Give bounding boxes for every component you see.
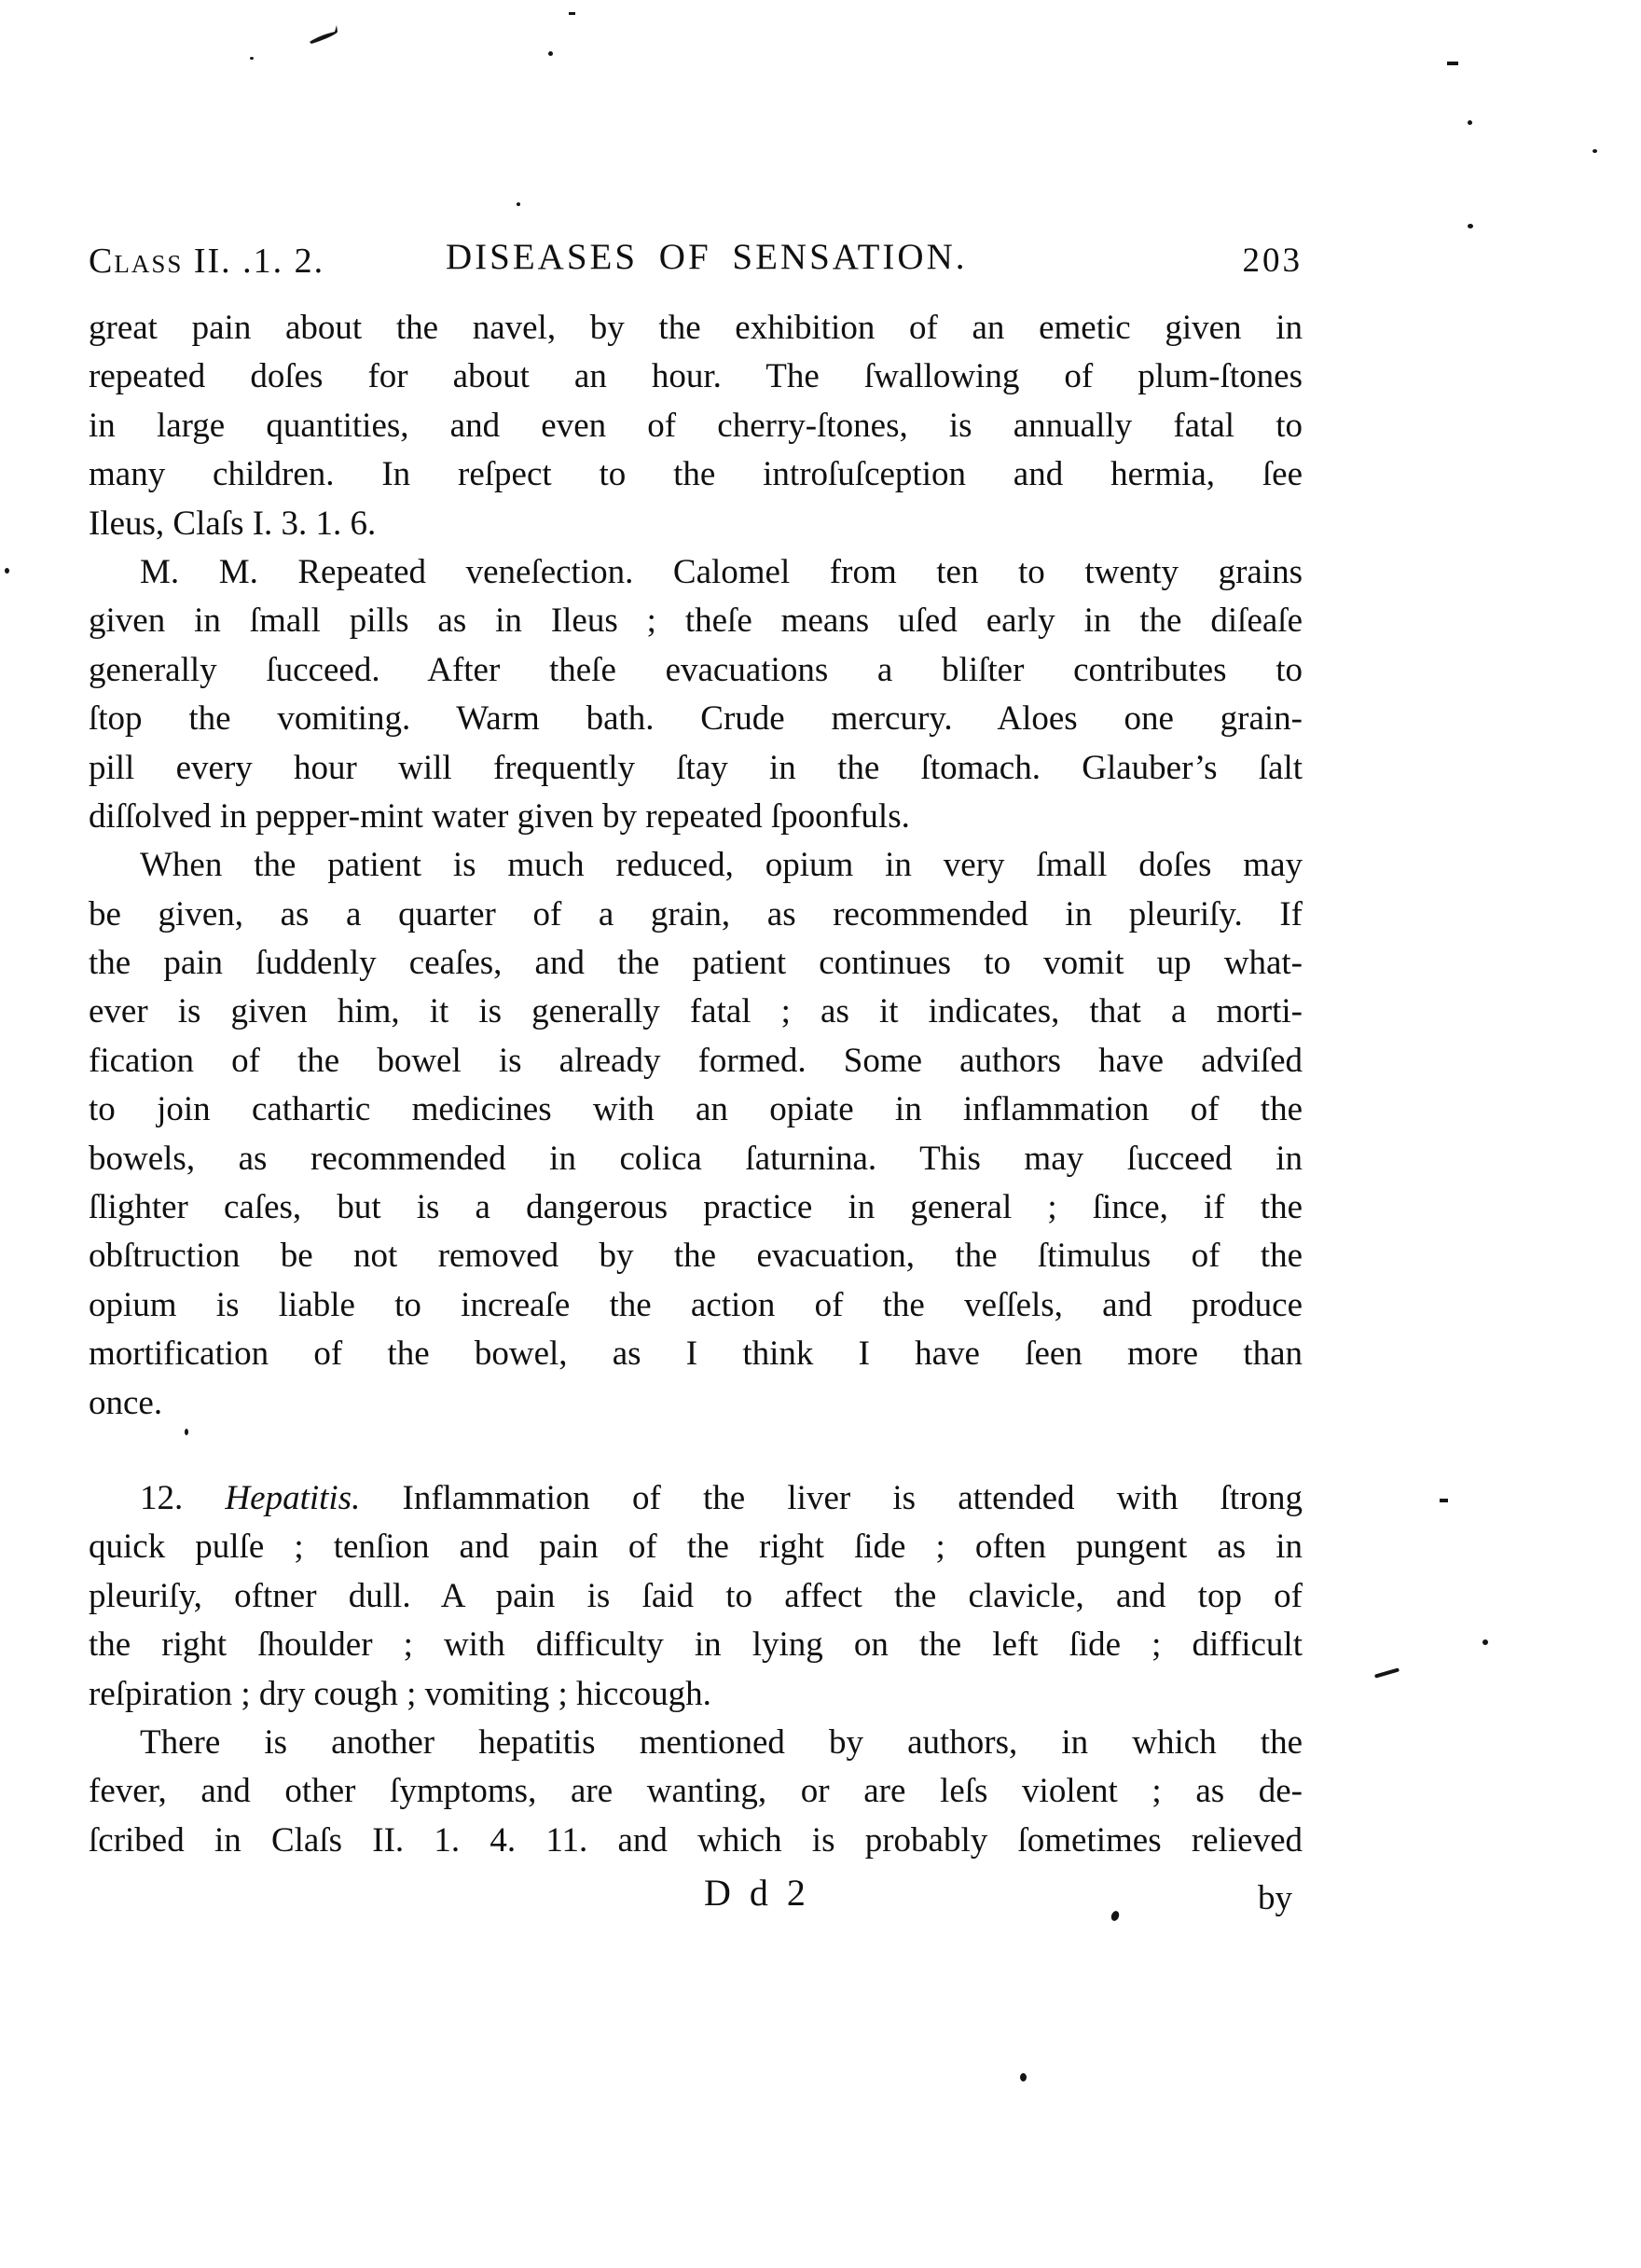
paragraph-3: [89, 841, 1303, 1428]
ink-speck: [1020, 2073, 1027, 2081]
text-line: great pain about the navel, by the exhibition of an emetic given in: [89, 309, 1303, 347]
catchword: by: [1258, 1879, 1292, 1918]
text-line: in large quantities, and even of cherry-ſtones, is annually fatal to: [89, 406, 1303, 445]
paragraph-5: [89, 1719, 1303, 1865]
ink-speck: [1468, 120, 1472, 125]
text-line: reſpiration ; dry cough ; vomiting ; hiccough.: [89, 1674, 711, 1713]
footer-line: [89, 1869, 1303, 1917]
text-line: once.: [89, 1383, 163, 1422]
ink-speck: [1468, 224, 1473, 228]
text-line: mortification of the bowel, as I think I have ſeen more than: [89, 1335, 1303, 1374]
text-line: There is another hepatitis mentioned by authors, in which the: [140, 1722, 1303, 1762]
section-title-hepatitis: Hepatitis.: [225, 1478, 361, 1517]
paragraph-2: [89, 548, 1303, 841]
text-block: [89, 231, 1303, 1918]
text-line: Ileus, Claſs I. 3. 1. 6.: [89, 504, 377, 543]
text-line: fever, and other ſymptoms, are wanting, or are leſs violent ; as de-: [89, 1772, 1303, 1811]
text-line: quick pulſe ; tenſion and pain of the right ſide ; often pungent as in: [89, 1528, 1303, 1567]
text-line: opium is liable to increaſe the action of the veſſels, and produce: [89, 1285, 1303, 1324]
text-line: be given, as a quarter of a grain, as recommended in pleuriſy. If: [89, 894, 1303, 933]
ink-speck: [1593, 149, 1597, 153]
text-line: M. M. Repeated veneſection. Calomel from ten to twenty grains: [140, 552, 1303, 591]
text-line: bowels, as recommended in colica ſaturnina. This may ſucceed in: [89, 1139, 1303, 1178]
signature-mark: D d 2: [704, 1872, 807, 1915]
text-line: generally ſucceed. After theſe evacuations a bliſter contributes to: [89, 650, 1303, 689]
text-line: obſtruction be not removed by the evacuation, the ſtimulus of the: [89, 1237, 1303, 1276]
text-line: diſſolved in pepper-mint water given by repeated ſpoonfuls.: [89, 796, 910, 836]
paragraph-4-hepatitis: [89, 1474, 1303, 1719]
text-line: the right ſhoulder ; with difficulty in lying on the left ſide ; difficult: [89, 1625, 1303, 1665]
ink-speck: [1482, 1639, 1488, 1645]
text-line: fication of the bowel is already formed. Some authors have adviſed: [89, 1041, 1303, 1080]
ink-speck: [548, 51, 553, 56]
text-line: pill every hour will frequently ſtay in the ſtomach. Glauber’s ſalt: [89, 748, 1303, 787]
section-text: Inflammation of the liver is attended with ſtrong: [360, 1478, 1303, 1517]
ink-speck: [185, 1429, 188, 1435]
section-number: 12.: [140, 1478, 226, 1517]
page-number: 203: [1242, 242, 1303, 280]
text-line: ſlighter caſes, but is a dangerous practice in general ; ſince, if the: [89, 1188, 1303, 1227]
text-line: many children. In reſpect to the introſuſception and hermia, ſee: [89, 455, 1303, 494]
text-line: ſtop the vomiting. Warm bath. Crude mercury. Aloes one grain-: [89, 699, 1303, 739]
text-line: the pain ſuddenly ceaſes, and the patient continues to vomit up what-: [89, 944, 1303, 983]
text-line: pleuriſy, oftner dull. A pain is ſaid to affect the clavicle, and top of: [89, 1576, 1303, 1615]
text-line: When the patient is much reduced, opium in very ſmall doſes may: [140, 846, 1303, 885]
ink-speck: [1440, 1499, 1448, 1502]
text-line-section-heading: [89, 1474, 1303, 1523]
text-line: given in ſmall pills as in Ileus ; theſe means uſed early in the diſeaſe: [89, 602, 1303, 641]
header-class-label: Class II. .1. 2.: [89, 242, 325, 281]
text-line: to join cathartic medicines with an opiate in inflammation of the: [89, 1090, 1303, 1129]
ink-speck: [250, 57, 254, 60]
pen-stroke-mark: [1374, 1667, 1400, 1678]
page-title: DISEASES OF SENSATION.: [446, 237, 968, 277]
paragraph-1: [89, 304, 1303, 548]
text-line: ever is given him, it is generally fatal ; as it indicates, that a morti-: [89, 992, 1303, 1031]
ink-speck: [1447, 62, 1458, 65]
text-line: repeated doſes for about an hour. The ſwallowing of plum-ſtones: [89, 357, 1303, 396]
ink-speck: [569, 12, 575, 15]
page-header: [89, 231, 1303, 285]
ink-speck: [517, 202, 520, 206]
pen-swash-mark: [308, 22, 343, 47]
text-line: ſcribed in Claſs II. 1. 4. 11. and which is probably ſometimes relieved: [89, 1820, 1303, 1860]
ink-speck: [5, 568, 9, 574]
